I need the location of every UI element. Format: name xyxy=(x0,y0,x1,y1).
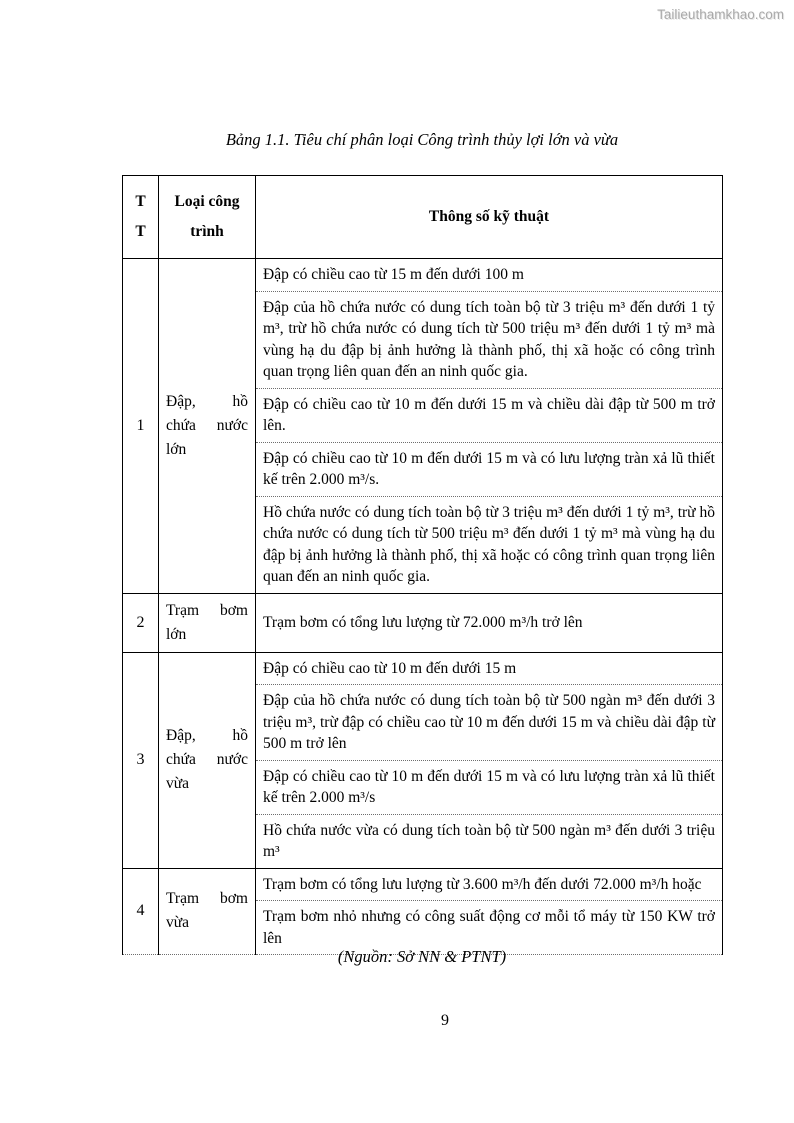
type-cell-1: Đập, hồ chứa nước lớn xyxy=(159,259,256,594)
tt-cell-1: 1 xyxy=(123,259,159,594)
spec-cell-1-4: Đập có chiều cao từ 10 m đến dưới 15 m và có lưu lượng tràn xả lũ thiết kế trên 2.000 m³/s. xyxy=(256,442,723,496)
spec-cell-4-1: Trạm bơm có tổng lưu lượng từ 3.600 m³/h đến dưới 72.000 m³/h hoặc xyxy=(256,868,723,901)
table-header-row xyxy=(123,176,723,259)
source-note: (Nguồn: Sở NN & PTNT) xyxy=(337,947,507,966)
spec-cell-1-5: Hồ chứa nước có dung tích toàn bộ từ 3 triệu m³ đến dưới 1 tỷ m³, trừ hồ chứa nước có dung tích từ 500 triệu m³ đến dưới 1 tỷ m³ mà vùng hạ du đập bị ảnh hưởng là thành phố, thị xã hoặc có công trình quan trọng liên quan đến an ninh quốc gia. xyxy=(256,496,723,593)
spec-cell-3-3: Đập có chiều cao từ 10 m đến dưới 15 m và có lưu lượng tràn xả lũ thiết kế trên 2.000 m³/s xyxy=(256,760,723,814)
spec-cell-2-1: Trạm bơm có tổng lưu lượng từ 72.000 m³/h trở lên xyxy=(256,593,723,652)
tt-cell-2: 2 xyxy=(123,593,159,652)
spec-cell-1-3: Đập có chiều cao từ 10 m đến dưới 15 m và chiều dài đập từ 500 m trở lên. xyxy=(256,388,723,442)
table-caption: Bảng 1.1. Tiêu chí phân loại Công trình thủy lợi lớn và vừa xyxy=(225,130,619,149)
spec-cell-1-1: Đập có chiều cao từ 15 m đến dưới 100 m xyxy=(256,259,723,292)
header-cell-spec: Thông số kỹ thuật xyxy=(256,176,723,259)
header-cell-tt: T T xyxy=(123,176,159,259)
header-cell-type: Loại công trình xyxy=(159,176,256,259)
type-cell-3: Đập, hồ chứa nước vừa xyxy=(159,652,256,868)
table-row xyxy=(123,259,723,292)
table-row xyxy=(123,652,723,685)
tt-cell-4: 4 xyxy=(123,868,159,955)
watermark: Tailieuthamkhao.com xyxy=(657,7,784,22)
type-cell-4: Trạm bơm vừa xyxy=(159,868,256,955)
spec-cell-3-4: Hồ chứa nước vừa có dung tích toàn bộ từ 500 ngàn m³ đến dưới 3 triệu m³ xyxy=(256,814,723,868)
spec-cell-3-2: Đập của hồ chứa nước có dung tích toàn bộ từ 500 ngàn m³ đến dưới 3 triệu m³, trừ đập có chiều cao từ 10 m đến dưới 15 m và chiều dài đập từ 500 m trở lên xyxy=(256,685,723,761)
table-row xyxy=(123,868,723,901)
classification-table xyxy=(122,175,723,955)
table-container xyxy=(122,175,722,955)
tt-cell-3: 3 xyxy=(123,652,159,868)
table-row xyxy=(123,593,723,652)
type-cell-2: Trạm bơm lớn xyxy=(159,593,256,652)
spec-cell-1-2: Đập của hồ chứa nước có dung tích toàn bộ từ 3 triệu m³ đến dưới 1 tỷ m³, trừ hồ chứa nước có dung tích từ 500 triệu m³ đến dưới 1 tỷ m³ mà vùng hạ du đập bị ảnh hưởng là thành phố, thị xã hoặc có công trình quan trọng liên quan đến an ninh quốc gia. xyxy=(256,291,723,388)
spec-cell-4-2: Trạm bơm nhỏ nhưng có công suất động cơ mỗi tổ máy từ 150 KW trở lên xyxy=(256,901,723,955)
page-number: 9 xyxy=(441,1012,449,1029)
spec-cell-3-1: Đập có chiều cao từ 10 m đến dưới 15 m xyxy=(256,652,723,685)
